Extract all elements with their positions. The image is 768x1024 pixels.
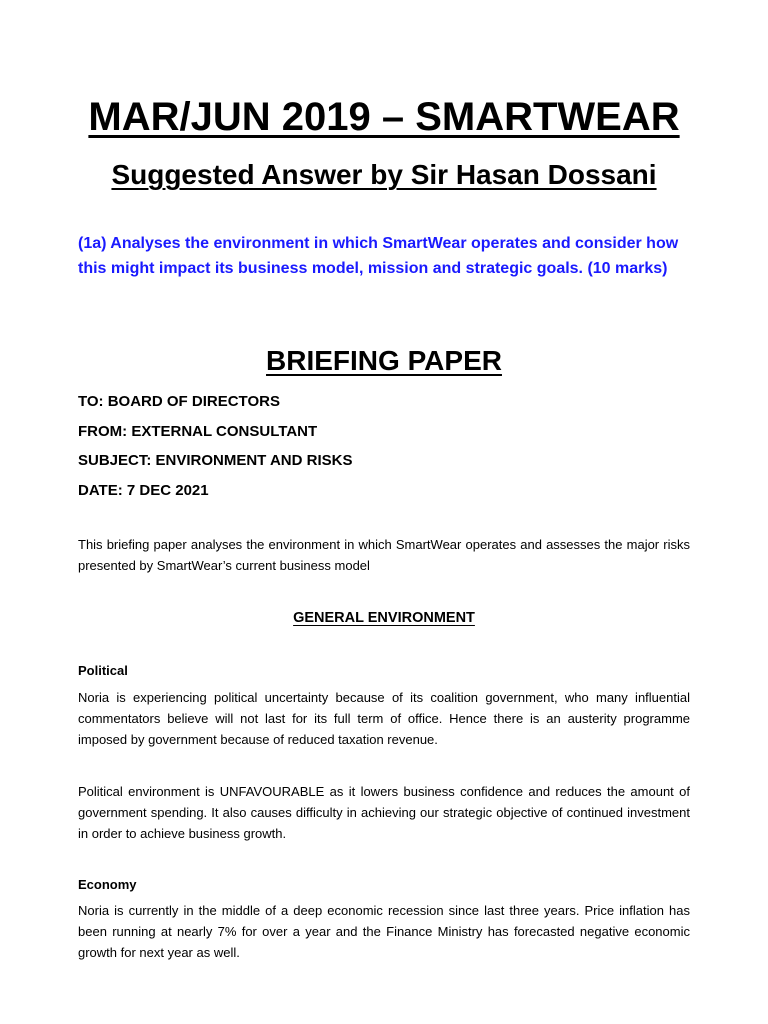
political-paragraph-2: Political environment is UNFAVOURABLE as it lowers business confidence and reduces the amount of government spending. It also causes difficulty in achieving our strategic objective of continued investment in order to achieve business growth. [78, 784, 690, 841]
memo-from: FROM: EXTERNAL CONSULTANT [78, 423, 318, 440]
intro-paragraph: This briefing paper analyses the environment in which SmartWear operates and assesses the major risks presented by SmartWear’s current business model [78, 537, 690, 573]
document-subtitle: Suggested Answer by Sir Hasan Dossani [111, 159, 657, 190]
question-text: (1a) Analyses the environment in which SmartWear operates and consider how this might impact its business model, mission and strategic goals. (10 marks) [78, 235, 679, 277]
document-title: MAR/JUN 2019 – SMARTWEAR [88, 95, 680, 139]
political-paragraph-1: Noria is experiencing political uncertainty because of its coalition government, who many influential commentators believe will not last for its full term of office. Hence there is an austerity programme imposed by government because of reduced taxation revenue. [78, 690, 690, 747]
economy-paragraph-1: Noria is currently in the middle of a deep economic recession since last three years. Price inflation has been running at nearly 7% for over a year and the Finance Ministry has forecasted negative economic growth for next year as well. [78, 903, 690, 960]
briefing-paper-heading: BRIEFING PAPER [266, 345, 502, 376]
economy-label: Economy [78, 877, 137, 892]
memo-to: TO: BOARD OF DIRECTORS [78, 393, 280, 410]
general-environment-heading: GENERAL ENVIRONMENT [293, 610, 475, 626]
memo-date: DATE: 7 DEC 2021 [78, 482, 209, 499]
political-label: Political [78, 663, 128, 678]
memo-subject: SUBJECT: ENVIRONMENT AND RISKS [78, 452, 353, 469]
